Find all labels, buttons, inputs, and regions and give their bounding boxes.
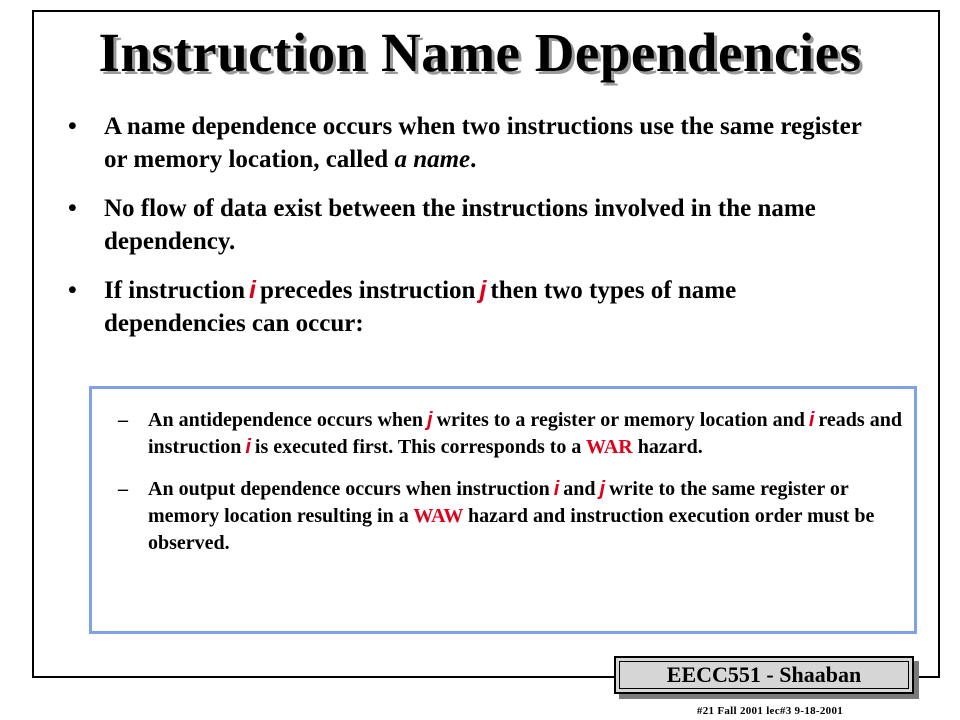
sub-bullet-list — [118, 407, 908, 572]
bullet-item — [60, 274, 880, 340]
sub-bullet-text: reads and instruction — [148, 409, 902, 458]
variable-j: j — [479, 276, 487, 304]
bullet-item — [60, 110, 880, 176]
sub-bullet-item — [118, 407, 908, 461]
bullet-text: No flow of data exist between the instructions involved in the name dependency. — [104, 195, 816, 255]
variable-i: i — [808, 409, 815, 431]
bullet-marker: • — [68, 195, 77, 222]
course-badge — [614, 656, 914, 694]
sub-bullet-text: An antidependence occurs when — [148, 409, 424, 431]
bullet-item — [60, 192, 880, 258]
sub-bullet-text: and — [563, 478, 596, 500]
bullet-text: precedes instruction — [259, 277, 476, 304]
slide-title: Instruction Name Dependencies — [98, 22, 862, 83]
sub-bullet-text: hazard and instruction execution order must be observed. — [148, 505, 875, 554]
sub-bullet-text: write to the same register or memory location resulting in a — [148, 478, 849, 527]
variable-j: j — [599, 478, 606, 500]
sub-bullet-item — [118, 476, 908, 557]
bullet-marker: • — [68, 113, 77, 140]
bullet-text: A name dependence occurs when two instructions use the same register or memory location, called — [104, 113, 862, 173]
bullet-text: then two types of name dependencies can occur: — [104, 277, 737, 337]
variable-i: i — [553, 478, 560, 500]
variable-j: j — [427, 409, 433, 431]
emphasis-text: a name — [394, 146, 471, 173]
hazard-label: WAW — [413, 505, 464, 527]
bullet-text: If instruction — [104, 277, 245, 304]
dependency-types-box — [89, 386, 917, 634]
hazard-label: WAR — [586, 436, 633, 458]
bullet-list — [60, 110, 880, 356]
slide-footer: #21 Fall 2001 lec#3 9-18-2001 — [696, 705, 844, 717]
sub-bullet-text: writes to a register or memory location and — [436, 409, 805, 431]
bullet-text: . — [470, 146, 477, 173]
course-badge-label: EECC551 - Shaaban — [619, 661, 909, 689]
sub-bullet-text: is executed first. This corresponds to a — [254, 436, 582, 458]
sub-bullet-text: An output dependence occurs when instruction — [148, 478, 550, 500]
dash-marker: – — [118, 478, 128, 500]
bullet-marker: • — [68, 277, 77, 304]
sub-bullet-text: hazard. — [637, 436, 703, 458]
dash-marker: – — [118, 409, 128, 431]
variable-i: i — [245, 436, 251, 458]
variable-i: i — [248, 276, 256, 304]
